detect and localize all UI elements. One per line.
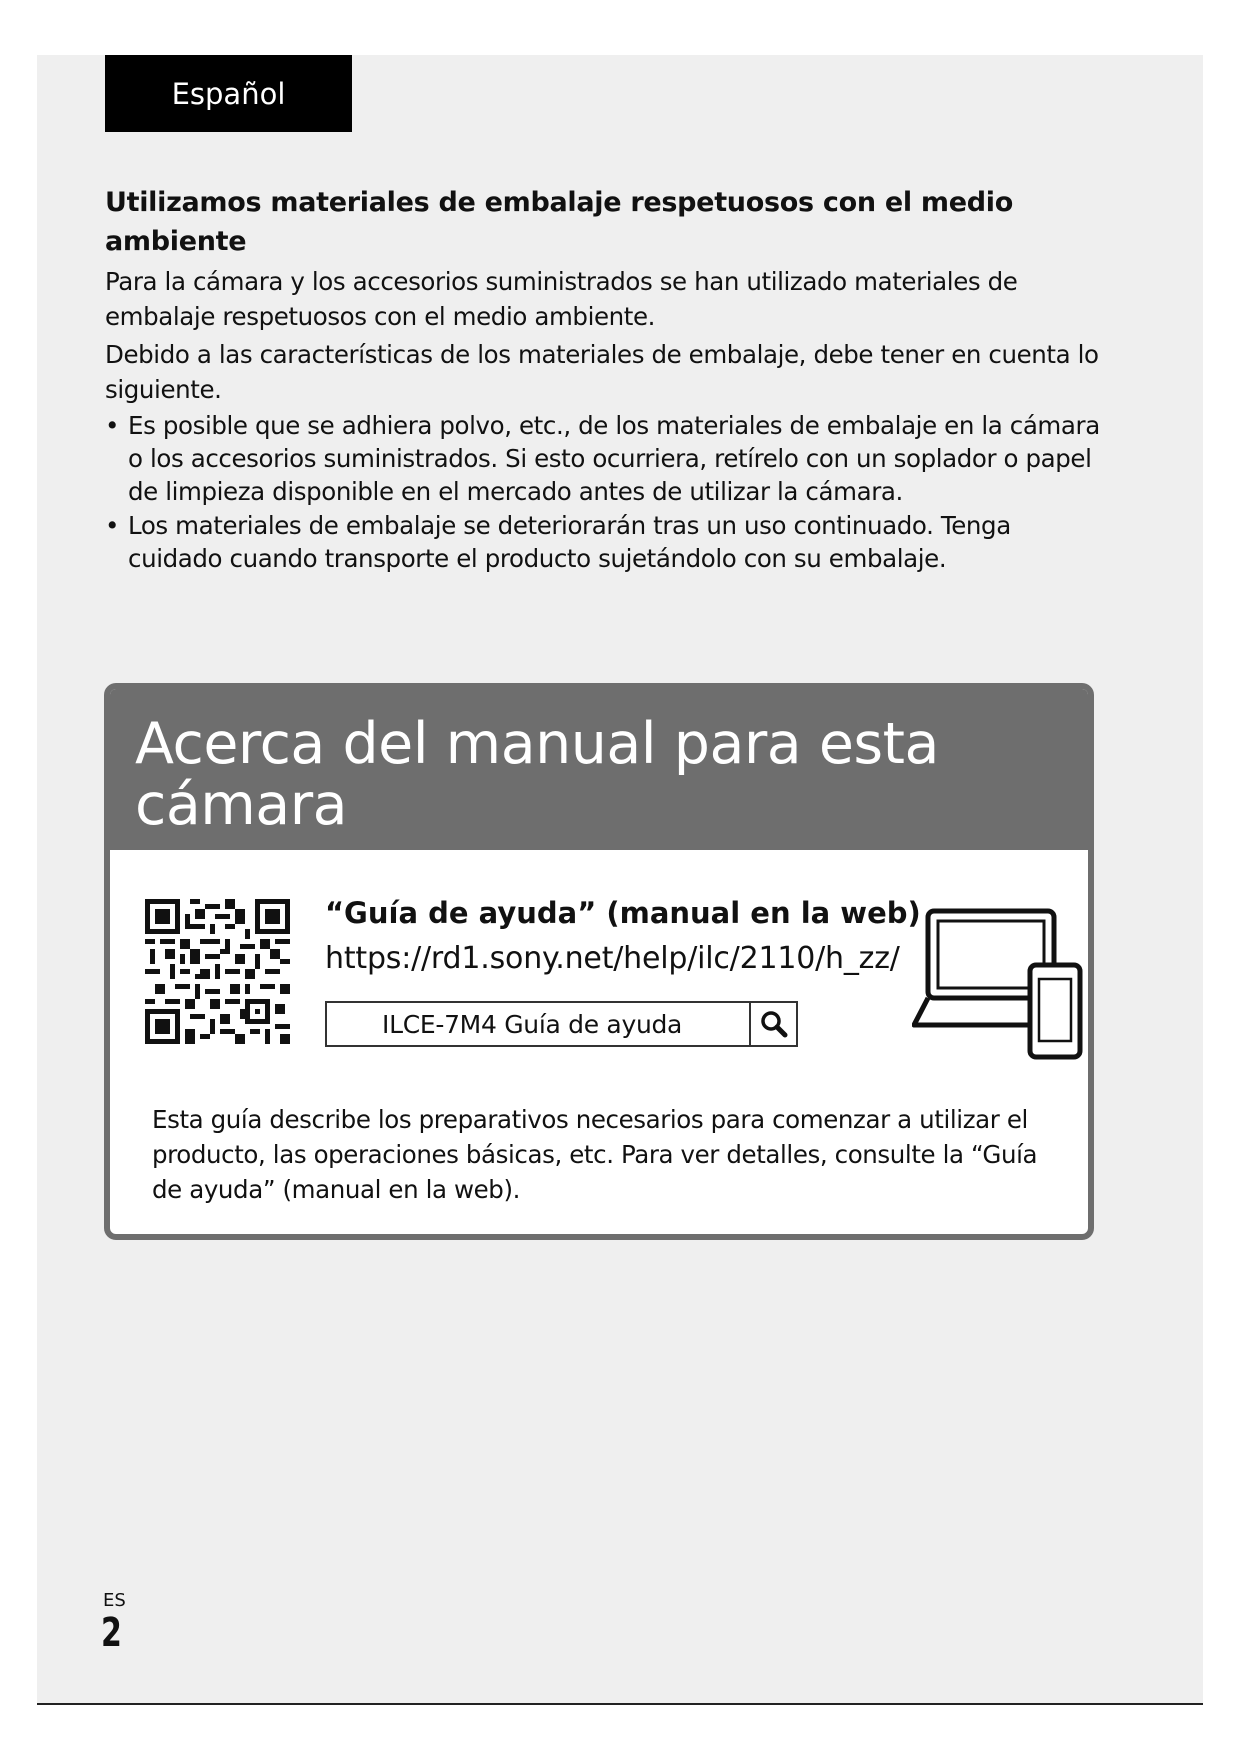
- footer-language-code: ES: [103, 1590, 126, 1611]
- search-text: ILCE-7M4 Guía de ayuda: [382, 1009, 683, 1039]
- note-paragraph: Debido a las características de los materiales de embalaje, debe tener en cuenta lo siguiente.: [105, 340, 1099, 404]
- search-box-illustration: [325, 1001, 798, 1047]
- bullet-list: [105, 409, 1105, 575]
- section-title: Utilizamos materiales de embalaje respetuosos con el medio ambiente: [105, 187, 1013, 257]
- help-guide-url[interactable]: https://rd1.sony.net/help/ilc/2110/h_zz/: [325, 941, 900, 976]
- magnifier-icon: [759, 1009, 789, 1039]
- page-number: 2: [101, 1610, 122, 1656]
- bottom-rule: [37, 1703, 1203, 1705]
- packaging-section: [105, 183, 1105, 576]
- manual-info-box: [104, 683, 1094, 1240]
- laptop-phone-icon: [912, 907, 1084, 1062]
- intro-paragraph: Para la cámara y los accesorios suministrados se han utilizado materiales de embalaje respetuosos con el medio ambiente.: [105, 267, 1018, 331]
- manual-box-header: Acerca del manual para esta cámara: [110, 689, 1088, 850]
- qr-code[interactable]: [145, 899, 290, 1044]
- manual-description: Esta guía describe los preparativos necesarios para comenzar a utilizar el producto, las operaciones básicas, etc. Para ver detalles, consulte la “Guía de ayuda” (manual en la web).: [152, 1105, 1038, 1204]
- search-button: [749, 1003, 796, 1045]
- language-tab: Español: [105, 55, 352, 132]
- bullet-item: • Los materiales de embalaje se deteriorarán tras un uso continuado. Tenga cuidado cuando transporte el producto sujetándolo con su embalaje.: [105, 509, 1105, 575]
- help-guide-title: “Guía de ayuda” (manual en la web): [325, 896, 921, 930]
- bullet-item: • Es posible que se adhiera polvo, etc., de los materiales de embalaje en la cámara o los accesorios suministrados. Si esto ocurriera, retírelo con un soplador o papel de limpieza disponible en el mercado antes de utilizar la cámara.: [105, 409, 1105, 508]
